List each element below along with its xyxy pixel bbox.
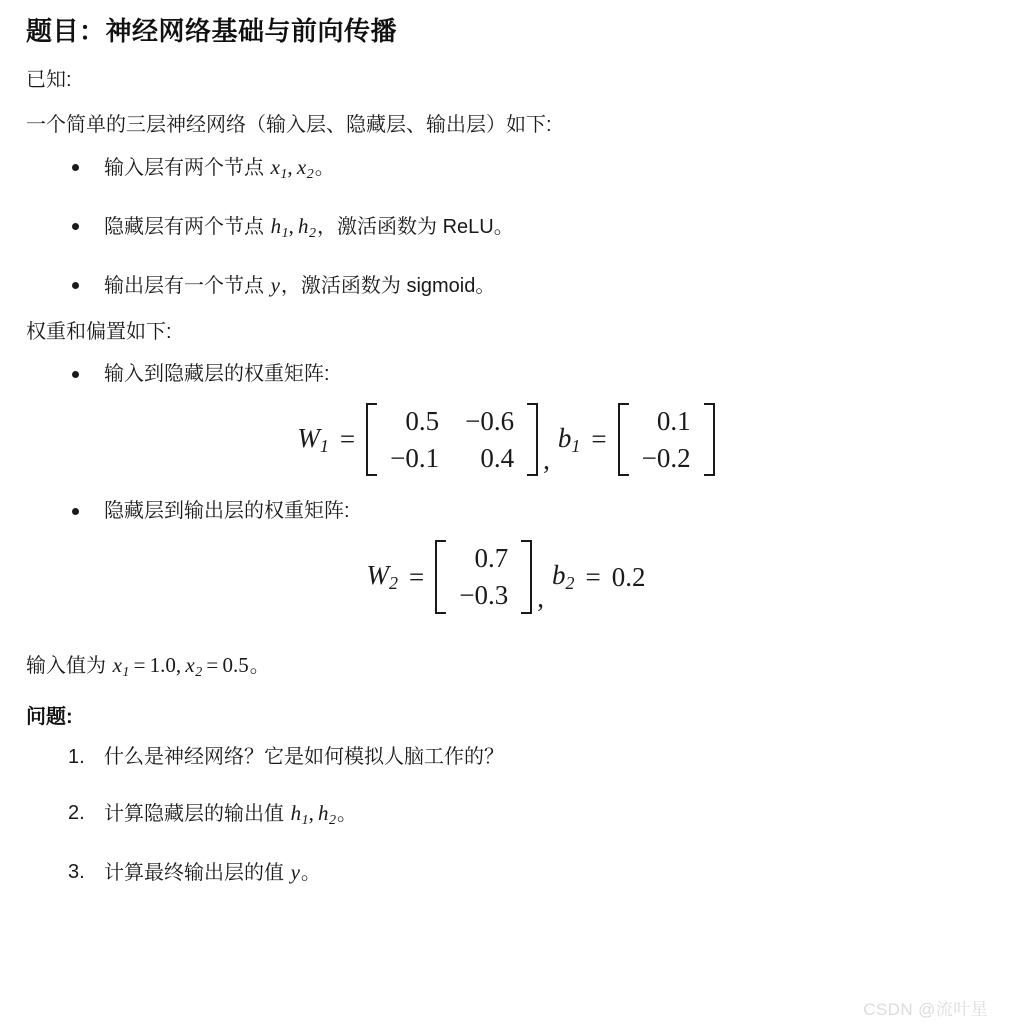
inline-math-y: y — [270, 272, 280, 297]
given-label: 已知: — [26, 69, 72, 92]
questions-list — [26, 742, 986, 888]
equation-lhs-label: W2 — [366, 560, 399, 594]
bracket-left-icon — [618, 403, 629, 477]
list-item — [26, 211, 986, 244]
equation-rhs-label: b2 — [551, 560, 575, 594]
bullet-dot-icon — [72, 223, 79, 230]
bracket-left-icon — [435, 540, 446, 614]
weights-intro: 权重和偏置如下: — [26, 321, 172, 344]
equation-operator: = — [409, 561, 425, 592]
matrix-row — [446, 540, 521, 577]
input-values-line — [26, 648, 986, 685]
given-bullet-list — [26, 152, 986, 301]
bullet-dot-icon — [72, 164, 79, 171]
list-item — [26, 152, 986, 185]
equation-w1-b1 — [26, 401, 986, 479]
list-item — [26, 798, 986, 831]
matrix-cell: −0.1 — [390, 442, 440, 473]
matrix-row — [446, 577, 521, 614]
matrix-row — [377, 403, 527, 440]
matrix-w1 — [366, 401, 538, 479]
list-item-text-after: 。 — [300, 861, 321, 884]
bracket-right-icon — [704, 403, 715, 477]
input-values-text: 输入值为 — [26, 655, 112, 678]
equation-rhs-operator: = — [591, 424, 607, 455]
list-item-number: 1. — [68, 745, 85, 768]
matrix-cell: −0.3 — [459, 580, 509, 611]
bracket-left-icon — [366, 403, 377, 477]
bracket-right-icon — [527, 403, 538, 477]
matrix-table — [446, 540, 521, 614]
matrix-cell: 0.7 — [474, 543, 509, 574]
equation-rhs-scalar: 0.2 — [611, 561, 646, 592]
list-item-number: 3. — [68, 860, 85, 883]
input-values-text-after: 。 — [249, 655, 270, 678]
weights-bullet-list-2 — [26, 496, 986, 526]
list-item-text: 隐藏层有两个节点 — [104, 215, 270, 238]
page-title: 题目：神经网络基础与前向传播 — [26, 16, 398, 46]
equation-separator: , — [537, 583, 544, 614]
x1-value: 1.0 — [149, 653, 176, 678]
list-item-text: 输入到隐藏层的权重矩阵: — [104, 362, 330, 385]
matrix-row — [629, 440, 704, 477]
given-description: 一个简单的三层神经网络（输入层、隐藏层、输出层）如下: — [26, 114, 552, 137]
matrix-cell: 0.5 — [405, 405, 440, 436]
equation-rhs-operator: = — [585, 561, 601, 592]
bullet-dot-icon — [72, 282, 79, 289]
list-item-text: 计算隐藏层的输出值 — [104, 802, 290, 825]
list-item-text-after: 。 — [314, 156, 335, 179]
matrix-row — [629, 403, 704, 440]
list-item-text: 输出层有一个节点 — [104, 274, 270, 297]
list-item-text-after: 。 — [337, 802, 358, 825]
x2-value: 0.5 — [222, 653, 249, 678]
list-item — [26, 857, 986, 889]
watermark: CSDN @流叶星 — [863, 1000, 988, 1019]
matrix-cell: −0.6 — [465, 405, 515, 436]
bracket-right-icon — [521, 540, 532, 614]
equation-lhs-label: W1 — [297, 422, 329, 456]
list-item — [26, 742, 986, 772]
matrix-w2 — [435, 538, 532, 616]
bullet-dot-icon — [72, 371, 79, 378]
inline-math-h1-h2: h1, h2 — [290, 800, 337, 828]
list-item — [26, 270, 986, 302]
equation-operator: = — [339, 424, 356, 455]
inline-math-input-values: x1 = 1.0, x2 = 0.5 — [112, 653, 249, 681]
list-item — [26, 496, 986, 526]
matrix-table — [377, 403, 527, 477]
inline-math-y: y — [290, 859, 300, 884]
weights-bullet-list-1 — [26, 359, 986, 389]
questions-heading: 问题: — [26, 705, 73, 728]
matrix-cell: 0.4 — [480, 442, 515, 473]
matrix-row — [377, 440, 527, 477]
matrix-b1 — [618, 401, 715, 479]
equation-rhs-label: b1 — [557, 422, 581, 456]
list-item-number: 2. — [68, 801, 85, 824]
matrix-cell: −0.2 — [641, 442, 691, 473]
equation-w2-b2 — [26, 538, 986, 616]
list-item-text: 隐藏层到输出层的权重矩阵: — [104, 500, 350, 523]
list-item-text-after: ，激活函数为 sigmoid。 — [280, 274, 496, 297]
list-item-text: 什么是神经网络？它是如何模拟人脑工作的？ — [104, 745, 504, 768]
equation-separator: , — [543, 445, 550, 476]
bullet-dot-icon — [72, 508, 79, 515]
list-item — [26, 359, 986, 389]
inline-math-h1-h2: h1, h2 — [270, 213, 317, 241]
list-item-text: 输入层有两个节点 — [104, 156, 270, 179]
list-item-text: 计算最终输出层的值 — [104, 861, 290, 884]
matrix-cell: 0.1 — [656, 405, 691, 436]
list-item-text-after: ，激活函数为 ReLU。 — [317, 215, 514, 238]
matrix-table — [629, 403, 704, 477]
inline-math-x1-x2: x1, x2 — [270, 154, 314, 182]
